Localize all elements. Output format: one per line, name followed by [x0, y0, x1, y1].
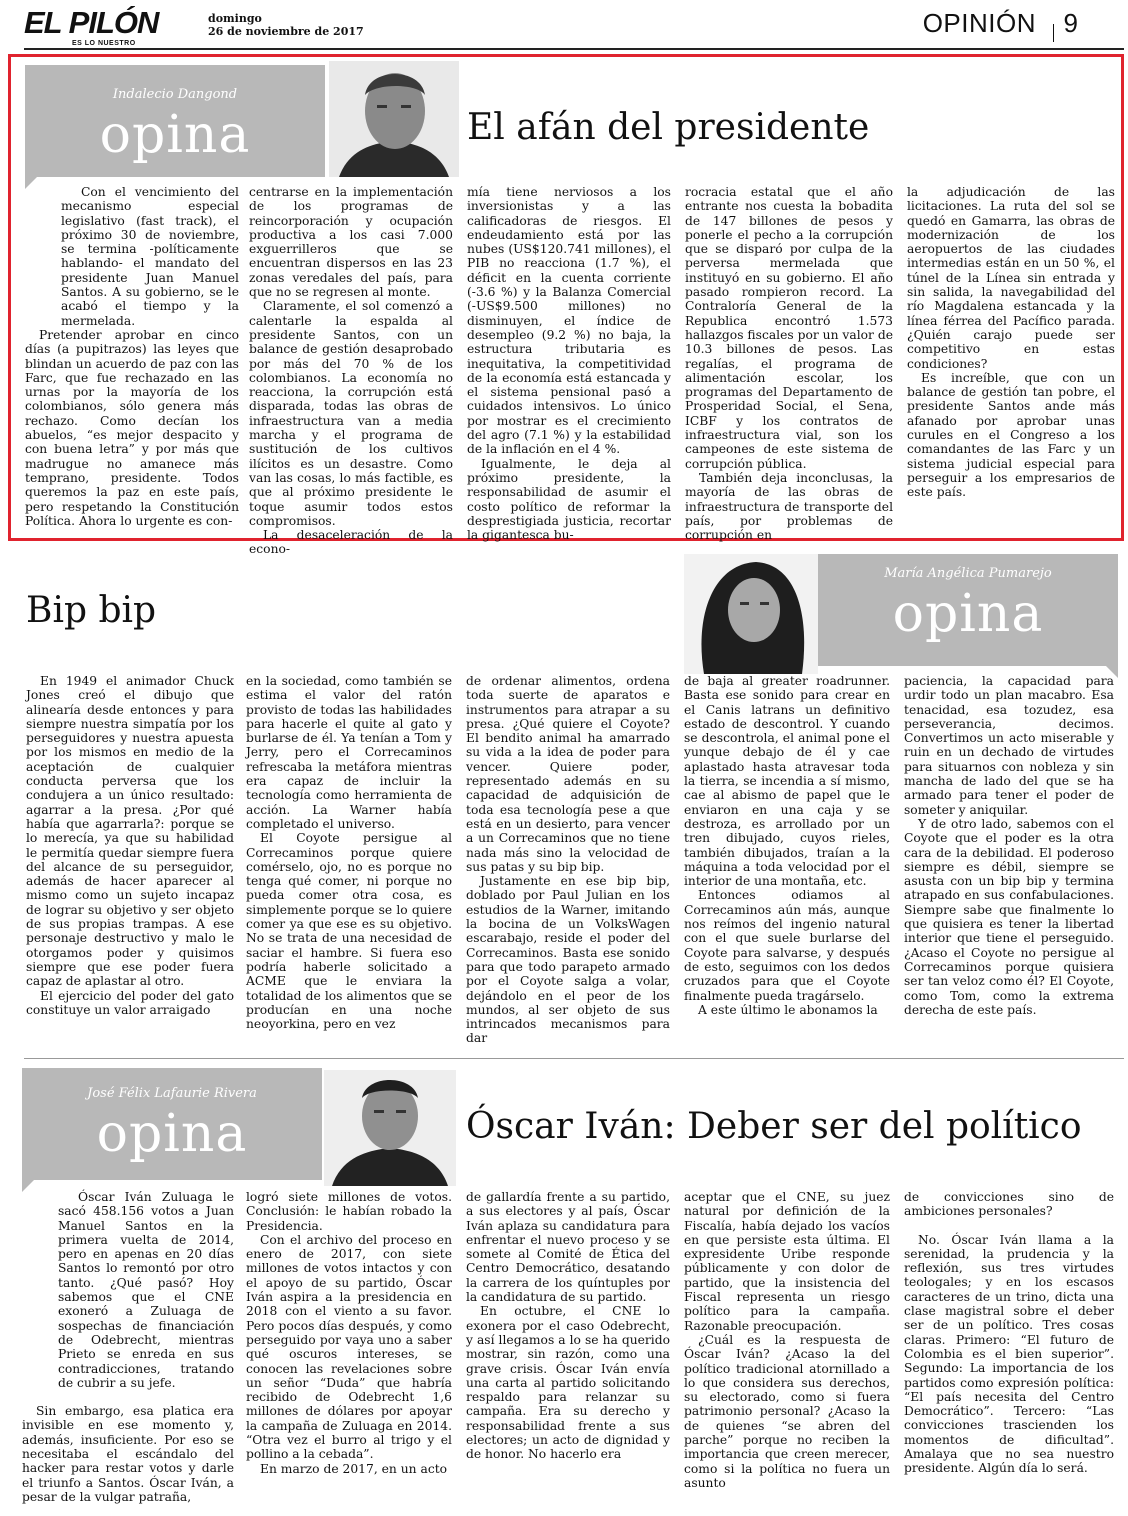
paragraph: En octubre, el CNE lo exonera por el caso Odebrecht, y así llegamos a lo se ha querido mostrar, sin razón, como una grave crisis. Óscar Iván envía una carta al partido solicitando respaldo para relanzar su campaña. Era su derecho y responsabilidad frente a sus electores; un acto de dignidad y de honor. No hacerlo era	[466, 1304, 670, 1462]
portrait-icon	[324, 1070, 456, 1186]
author-photo	[329, 61, 459, 177]
section-divider	[24, 1058, 1124, 1059]
date: 26 de noviembre de 2017	[208, 25, 364, 38]
opina-banner	[818, 554, 1118, 666]
paragraph: La desaceleración de la econo-	[249, 528, 453, 557]
paragraph: rocracia estatal que el año entrante nos cuesta la bobadita de 147 billones de pesos y ponerle el pecho a la corrupción que se disparó por culpa de la perversa mermelada que instituyó en su gobierno. El año pasado rompieron record. La Contraloría General de la Republica encontró 1.573 hallazgos fiscales por un valor de 10.3 billones de pesos. Las regalías, el programa de alimentación escolar, los programas del Departamento de Prosperidad Social, el Sena, ICBF y los contratos de infraestructura vial, son los campeones de este sistema de corrupción pública.	[685, 185, 893, 471]
article-column	[904, 1190, 1114, 1514]
paragraph: Igualmente, le deja al próximo presidente, la responsabilidad de asumir el costo político de reformar la desprestigiada justicia, recortar la gigantesca bu-	[467, 456, 671, 543]
paragraph: A este último le abonamos la	[698, 1002, 878, 1017]
portrait-icon	[684, 554, 818, 674]
paragraph: mía tiene nerviosos a los inversionistas y a las calificadoras de riesgos. El endeudamiento está por las nubes (US$120.741 millones), el PIB no reacciona (1.7 %), el déficit en la cuenta corriente (-3.6 %) y la Balanza Comercial (-US$9.500 millones) no disminuyen, el índice de desempleo (9.2 %) no baja, la estructura tributaria es inequitativa, la competitividad de la economía está estancada y el sistema pensional pasó a cuidados intensivos. Lo único por mostrar es el crecimiento del agro (7.1 %) y la estabilidad de la inflación en el 4 %.	[467, 185, 671, 457]
opina-banner	[22, 1068, 322, 1180]
paragraph: Justamente en ese bip bip, doblado por Paul Julian en los estudios de la Warner, imitando la bocina de un VolksWagen escarabajo, reside el poder del Correcaminos. Basta ese sonido para que todo parapeto armado por el Coyote salga a volar, dejándolo en el peor de los mundos, al ser objeto de sus intrincados mecanismos para dar	[466, 874, 670, 1046]
paragraph: Entonces odiamos al Correcaminos aún más, aunque nos reímos del ingenio natural con el que suele burlarse del Coyote para salvarse, y después de esto, seguimos con los dedos cruzados para que el Coyote finalmente pueda tragárselo.	[684, 888, 890, 1003]
paragraph: ¿Cuál es la respuesta de Óscar Iván? ¿Acaso la del político tradicional atornillado a lo que considera sus derechos, su electorado, como si fuera patrimonio personal? ¿Acaso la de quienes “se abren del parche” porque no reciben la importancia que creen merecer, como si la política no fuera un asunto	[684, 1332, 890, 1490]
article-column	[685, 185, 893, 543]
newspaper-logo: EL PILÓN	[24, 5, 159, 40]
article-oscar-ivan	[8, 1064, 1124, 1516]
paragraph: También deja inconclusas, la mayoría de las obras de infraestructura de transporte del país, por problemas de corrupción en	[685, 470, 893, 543]
paragraph: Óscar Iván Zuluaga le sacó 458.156 votos a Juan Manuel Santos en la primera vuelta de 2014, pero en apenas en 20 días Santos lo remontó por otro tanto. ¿Qué pasó? Hoy sabemos que el CNE exoneró a Zuluaga de sospechas de financiación de Odebrecht, mientras Prieto se enreda en sus contradicciones, tratando de cubrir a su jefe.	[58, 1190, 234, 1390]
section-name: OPINIÓN	[922, 8, 1036, 38]
author-name: Indalecio Dangond	[112, 87, 238, 102]
article-column	[25, 185, 239, 535]
paragraph: Con el vencimiento del mecanismo especial legislativo (fast track), el próximo 30 de noviembre, se termina -políticamente hablando- el mandato del presidente Juan Manuel Santos. A su gobierno, se le acabó el tiempo y la mermelada.	[61, 185, 239, 328]
article-column	[904, 674, 1114, 1054]
portrait-icon	[329, 61, 459, 177]
author-name: José Félix Lafaurie Rivera	[87, 1086, 257, 1101]
paragraph: en la sociedad, como también se estima el valor del ratón provisto de todas las habilidades para hacerle el quite al gato y burlarse de él. Ya tenían a Tom y Jerry, pero el Correcaminos refrescaba la metáfora mientras era capaz de incluir la tecnología como herramienta de acción. La Warner había completado el universo.	[246, 674, 452, 831]
paragraph: aceptar que el CNE, su juez natural por definición de la Fiscalía, había dejado los vacíos en que persiste esta última. El expresidente Uribe responde públicamente y con dolor de partido, que la insistencia del Fiscal representa un riesgo político para la campaña. Razonable preocupación.	[684, 1190, 890, 1333]
paragraph: Es increíble, que con un balance de gestión tan pobre, el presidente Santos ande más afanado por aprobar unas curules en el Congreso a los comandantes de las Farc y un sistema judicial especial para perseguir a los empresarios de este país.	[907, 370, 1115, 500]
article-headline: El afán del presidente	[467, 107, 870, 148]
paragraph: de ordenar alimentos, ordena toda suerte de aparatos e instrumentos para atrapar a su presa. ¿Qué quiere el Coyote? El bendito animal ha amarrado su vida a la idea de poder para vencer. Quiere poder, representado además en su capacidad de adquisición de toda esa tecnología pese a que está en un desierto, para vencer a un Correcaminos que no tiene nada más sino la velocidad de sus patas y su bip bip.	[466, 674, 670, 874]
article-column	[684, 674, 890, 1054]
author-photo	[684, 554, 818, 674]
paragraph: de gallardía frente a su partido, a sus electores y al país, Óscar Iván aplaza su candidatura para enfrentar el nuevo proceso y se somete al Comité de Ética del Centro Democrático, desatando la carrera de los quíntuples por la candidatura de su partido.	[466, 1190, 670, 1305]
article-column	[467, 185, 671, 543]
paragraph: No. Óscar Iván llama a la serenidad, la prudencia y la reflexión, sus tres virtudes teologales; y en los escasos caracteres de un trino, dicta una clase magistral sobre el deber ser de un político. Tres cosas claras. Primero: “El futuro de Colombia es el bien superior”. Segundo: La importancia de los partidos como expresión política: “El país necesita del Centro Democrático”. Tercero: “Las convicciones trascienden los momentos de dificultad”. Amalaya que no sea nuestro presidente. Algún día lo será.	[904, 1232, 1114, 1476]
author-name: María Angélica Pumarejo	[884, 566, 1052, 581]
article-column	[466, 1190, 670, 1514]
paragraph: paciencia, la capacidad para urdir todo un plan macabro. Esa tenacidad, esa tozudez, esa perseverancia, decimos. Convertimos un acto miserable y ruin en un dechado de virtudes para situarnos con nobleza y sin mancha de lado del que se ha armado para tener el poder de someter y aniquilar.	[904, 674, 1114, 817]
paragraph: En 1949 el animador Chuck Jones creó el dibujo que alinearía desde entonces y para siempre nuestra simpatía por los perseguidores y nuestra apuesta por los mismos en medio de la aceptación de cualquier conducta perversa que los condujera a un único resultado: agarrar a la presa. ¿Por qué había que agarrarla?: porque se lo merecía, ya que su habilidad le permitía quedar siempre fuera del alcance de su perseguidor, además de hacer aparecer al mismo como un sujeto incapaz de lograr su objetivo y ser objeto de sus propias trampas. A ese personaje destructivo y malo le otorgamos poder y quisimos siempre que ese poder fuera capaz de aplastar al otro.	[26, 674, 234, 989]
logo-tagline: ES LO NUESTRO	[72, 40, 136, 47]
paragraph: En marzo de 2017, en un acto	[260, 1461, 448, 1476]
paragraph: El ejercicio del poder del gato constituye un valor arraigado	[26, 988, 234, 1017]
page-separator	[1053, 24, 1054, 42]
article-column	[246, 1190, 452, 1514]
opina-label: opina	[96, 1104, 248, 1164]
article-el-afan-del-presidente	[8, 54, 1124, 557]
paragraph: Y de otro lado, sabemos con el Coyote que el poder es la otra cara de la debilidad. El poderoso siempre es débil, siempre se asusta con un bip bip y termina atrapado en sus confabulaciones. Siempre sabe que finalmente lo que quisiera es tener la libertad interior que tiene el perseguido. ¿Acaso el Coyote no persigue al Correcaminos porque quisiera ser tan veloz como él? El Coyote, como Tom, como la extrema derecha de este país.	[904, 816, 1114, 1017]
paragraph: centrarse en la implementación de los programas de reincorporación y ocupación productiva a los casi 7.000 exguerrilleros que se encuentran dispersos en las 23 zonas veredales del país, para que no se regresen al monte.	[249, 185, 453, 300]
article-column	[246, 674, 452, 1054]
paragraph: logró siete millones de votos. Conclusión: le habían robado la Presidencia.	[246, 1190, 452, 1233]
page-number: 9	[1063, 8, 1078, 38]
opina-label: opina	[892, 584, 1044, 644]
paragraph: Pretender aprobar en cinco días (a pupitrazos) las leyes que blindan un acuerdo de paz con las Farc, que fue rechazado en las urnas por la mayoría de los colombianos, sólo genera más rechazo. Como decían los abuelos, “es mejor despacito y con buena letra” y por más que madrugue no amanece más temprano, presidente. Todos queremos la paz en este país, pero respetando la Constitución Política. Ahora lo urgente es con-	[25, 327, 239, 528]
article-column	[466, 674, 670, 1054]
paragraph: de baja al greater roadrunner. Basta ese sonido para crear en el Canis latrans un definitivo estado de descontrol. Y cuando se descontrola, el animal pone el yunque debajo de él y cae aplastado hasta atravesar toda la tierra, se incendia a sí mismo, cae al abismo de papel que le enviaron en una caja y se destroza, es arrollado por un tren dibujado, cuyos rieles, también dibujados, traían a la máquina a toda velocidad por el interior de una montaña, etc.	[684, 674, 890, 889]
article-headline: Bip bip	[26, 590, 157, 631]
article-column	[26, 674, 234, 1054]
article-headline: Óscar Iván: Deber ser del político	[466, 1106, 1082, 1147]
article-column	[684, 1190, 890, 1514]
dateline	[208, 12, 364, 38]
weekday: domingo	[208, 12, 262, 25]
masthead-rule	[24, 48, 1124, 50]
article-column	[907, 185, 1115, 535]
paragraph: Con el archivo del proceso en enero de 2017, con siete millones de votos intactos y con el apoyo de su partido, Óscar Iván aspira a la presidencia en 2018 con el viento a su favor. Pero pocos días después, y como perseguido por vaya uno a saber qué oscuros intereses, se conocen las revelaciones sobre un señor “Duda” que habría recibido de Odebrecht 1,6 millones de dólares por apoyar la campaña de Zuluaga en 2014. “Otra vez el burro al trigo y el pollino a la cebada”.	[246, 1232, 452, 1462]
opina-label: opina	[99, 105, 251, 165]
paragraph: de convicciones sino de ambiciones personales?	[904, 1190, 1114, 1219]
paragraph: El Coyote persigue al Correcaminos porque quiere comérselo, ojo, no es porque no tenga qué comer, ni porque no pueda comer otra cosa, es simplemente porque se lo quiere comer ya que ese es su objetivo. No se trata de una necesidad de saciar el hambre. Si fuera eso podría haberle solicitado a ACME que le enviara la totalidad de los alimentos que se producían en una noche neoyorkina, pero en vez	[246, 831, 452, 1032]
article-column	[22, 1190, 234, 1514]
article-column	[249, 185, 453, 557]
paragraph: Claramente, el sol comenzó a calentarle la espalda al presidente Santos, con un balance de gestión desaprobado por más del 70 % de los colombianos. La economía no reacciona, la corrupción está disparada, todas las obras de infraestructura van a media marcha y el programa de sustitución de los cultivos ilícitos es un desastre. Como van las cosas, lo más factible, es que al próximo presidente le toque asumir todos estos compromisos.	[249, 299, 453, 528]
paragraph: la adjudicación de las licitaciones. La ruta del sol se quedó en Gamarra, las obras de modernización de los aeropuertos de las ciudades intermedias están en un 50 %, el túnel de la Línea sin entrada y sin salida, la navegabilidad del río Magdalena estancada y la línea férrea del Pacífico parada. ¿Quién carajo puede ser competitivo en estas condiciones?	[907, 185, 1115, 371]
author-photo	[324, 1070, 456, 1186]
paragraph: Sin embargo, esa platica era invisible en ese momento y, además, insuficiente. Por eso se necesitaba el escándalo del hacker para restar votos y darle el triunfo a Santos. Óscar Iván, a pesar de la vulgar patraña,	[22, 1404, 234, 1504]
article-bip-bip	[8, 554, 1124, 1054]
opina-banner	[25, 65, 325, 177]
masthead	[24, 6, 1124, 50]
